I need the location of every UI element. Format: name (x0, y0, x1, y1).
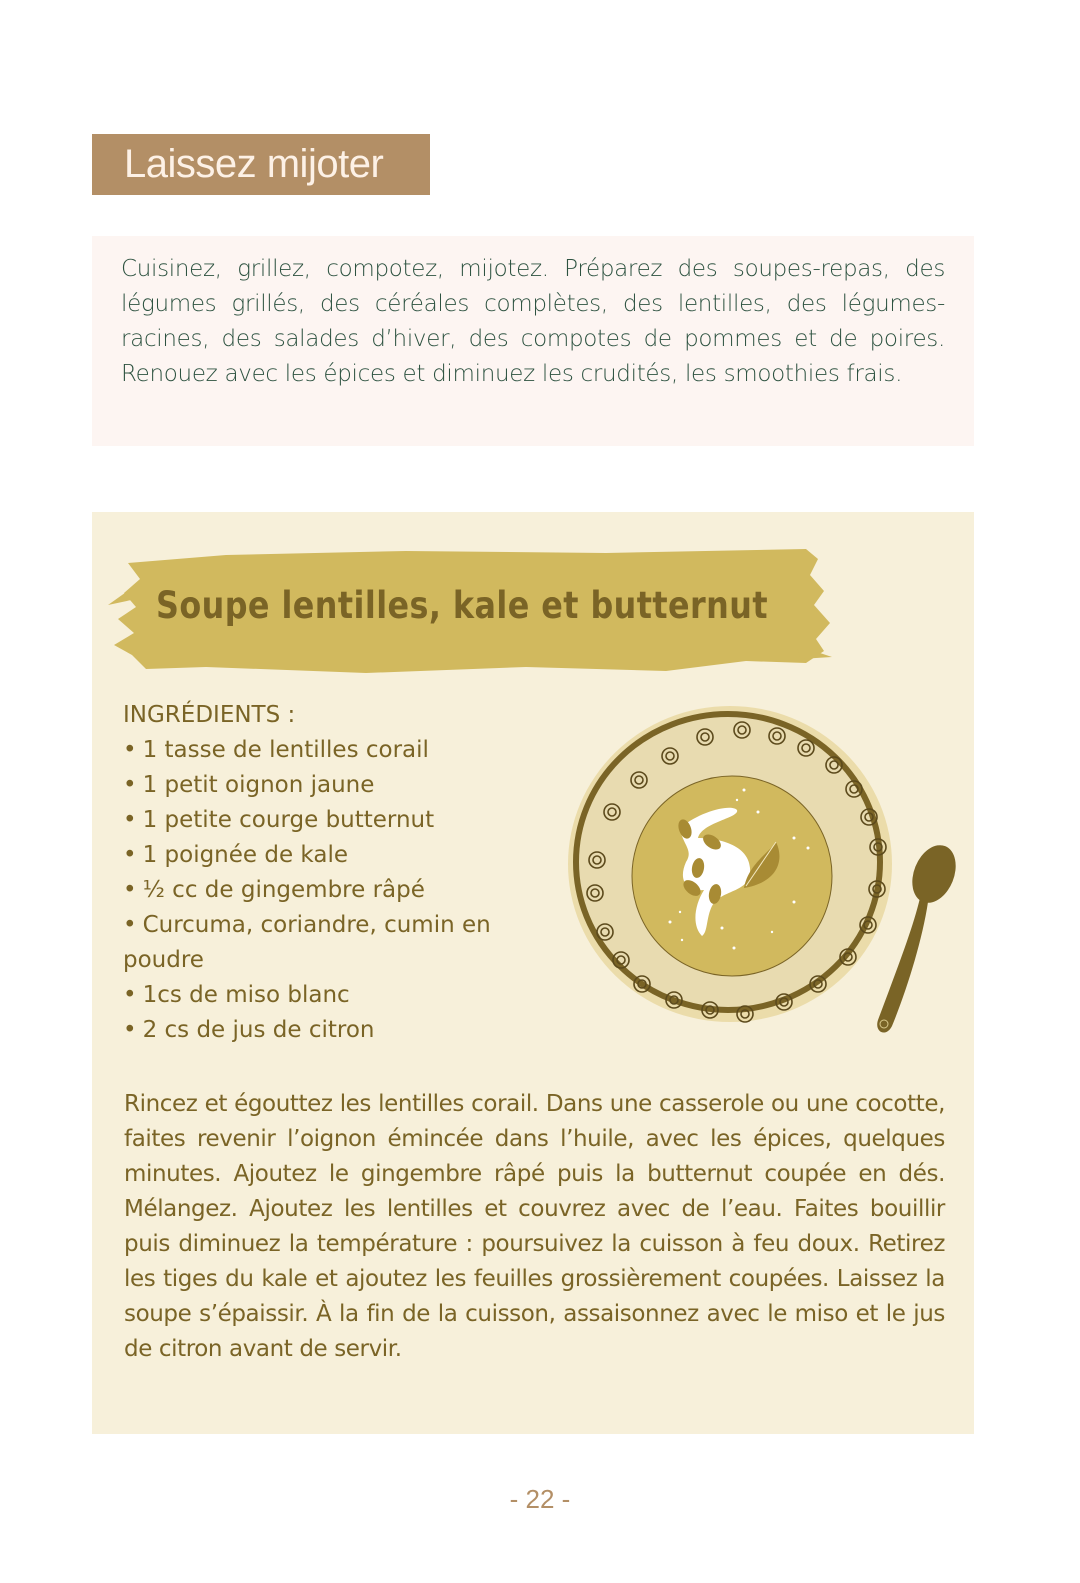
ingredient-item: • 1cs de miso blanc (123, 982, 350, 1008)
ingredient-item: • 1 poignée de kale (123, 842, 348, 868)
ingredient-item: • 2 cs de jus de citron (123, 1017, 375, 1043)
section-title: Laissez mijoter (92, 134, 430, 195)
bullet-icon: • (123, 1017, 137, 1043)
recipe-instructions: Rincez et égouttez les lentilles corail. Dans une casserole ou une cocotte, faites revenir l’oignon émincée dans l’huile, avec les épices, quelques minutes. Ajoutez le gingembre râpé puis la butternut coupée en dés. Mélangez. Ajoutez les lentilles et couvrez avec de l’eau. Faites bouillir puis diminuez la température : poursuivez la cuisson à feu doux. Retirez les tiges du kale et ajoutez les feuilles grossièrement coupées. Laissez la soupe s’épaissir. À la fin de la cuisson, assaisonnez avec le miso et le jus de citron avant de servir. (124, 1091, 945, 1362)
bullet-icon: • (123, 912, 137, 938)
ingredients-section (123, 698, 553, 1048)
intro-box (92, 236, 974, 446)
ingredient-item: • 1 petite courge butternut (123, 807, 435, 833)
bullet-icon: • (123, 807, 137, 833)
ingredient-item: • 1 petit oignon jaune (123, 772, 375, 798)
bullet-icon: • (123, 877, 137, 903)
intro-paragraph: Cuisinez, grillez, compotez, mijotez. Préparez des soupes-repas, des légumes grillés, des céréales complètes, des lentilles, des légumes-racines, des salades d’hiver, des compotes de pommes et de poires. Renouez avec les épices et diminuez les crudités, les smoothies frais. (121, 256, 945, 387)
ingredient-item: • 1 tasse de lentilles corail (123, 737, 429, 763)
recipe-title: Soupe lentilles, kale et butternut (156, 584, 768, 627)
recipe-card (92, 512, 974, 1434)
bullet-icon: • (123, 982, 137, 1008)
ingredients-list (123, 733, 553, 1048)
bullet-icon: • (123, 772, 137, 798)
ingredient-item: • ½ cc de gingembre râpé (123, 877, 425, 903)
bullet-icon: • (123, 737, 137, 763)
bullet-icon: • (123, 842, 137, 868)
page-number: - 22 - (509, 1484, 571, 1514)
ingredient-item: • Curcuma, coriandre, cumin en poudre (123, 912, 491, 973)
ingredients-heading: INGRÉDIENTS : (123, 702, 296, 728)
soup-bowl-illustration (562, 692, 962, 1042)
